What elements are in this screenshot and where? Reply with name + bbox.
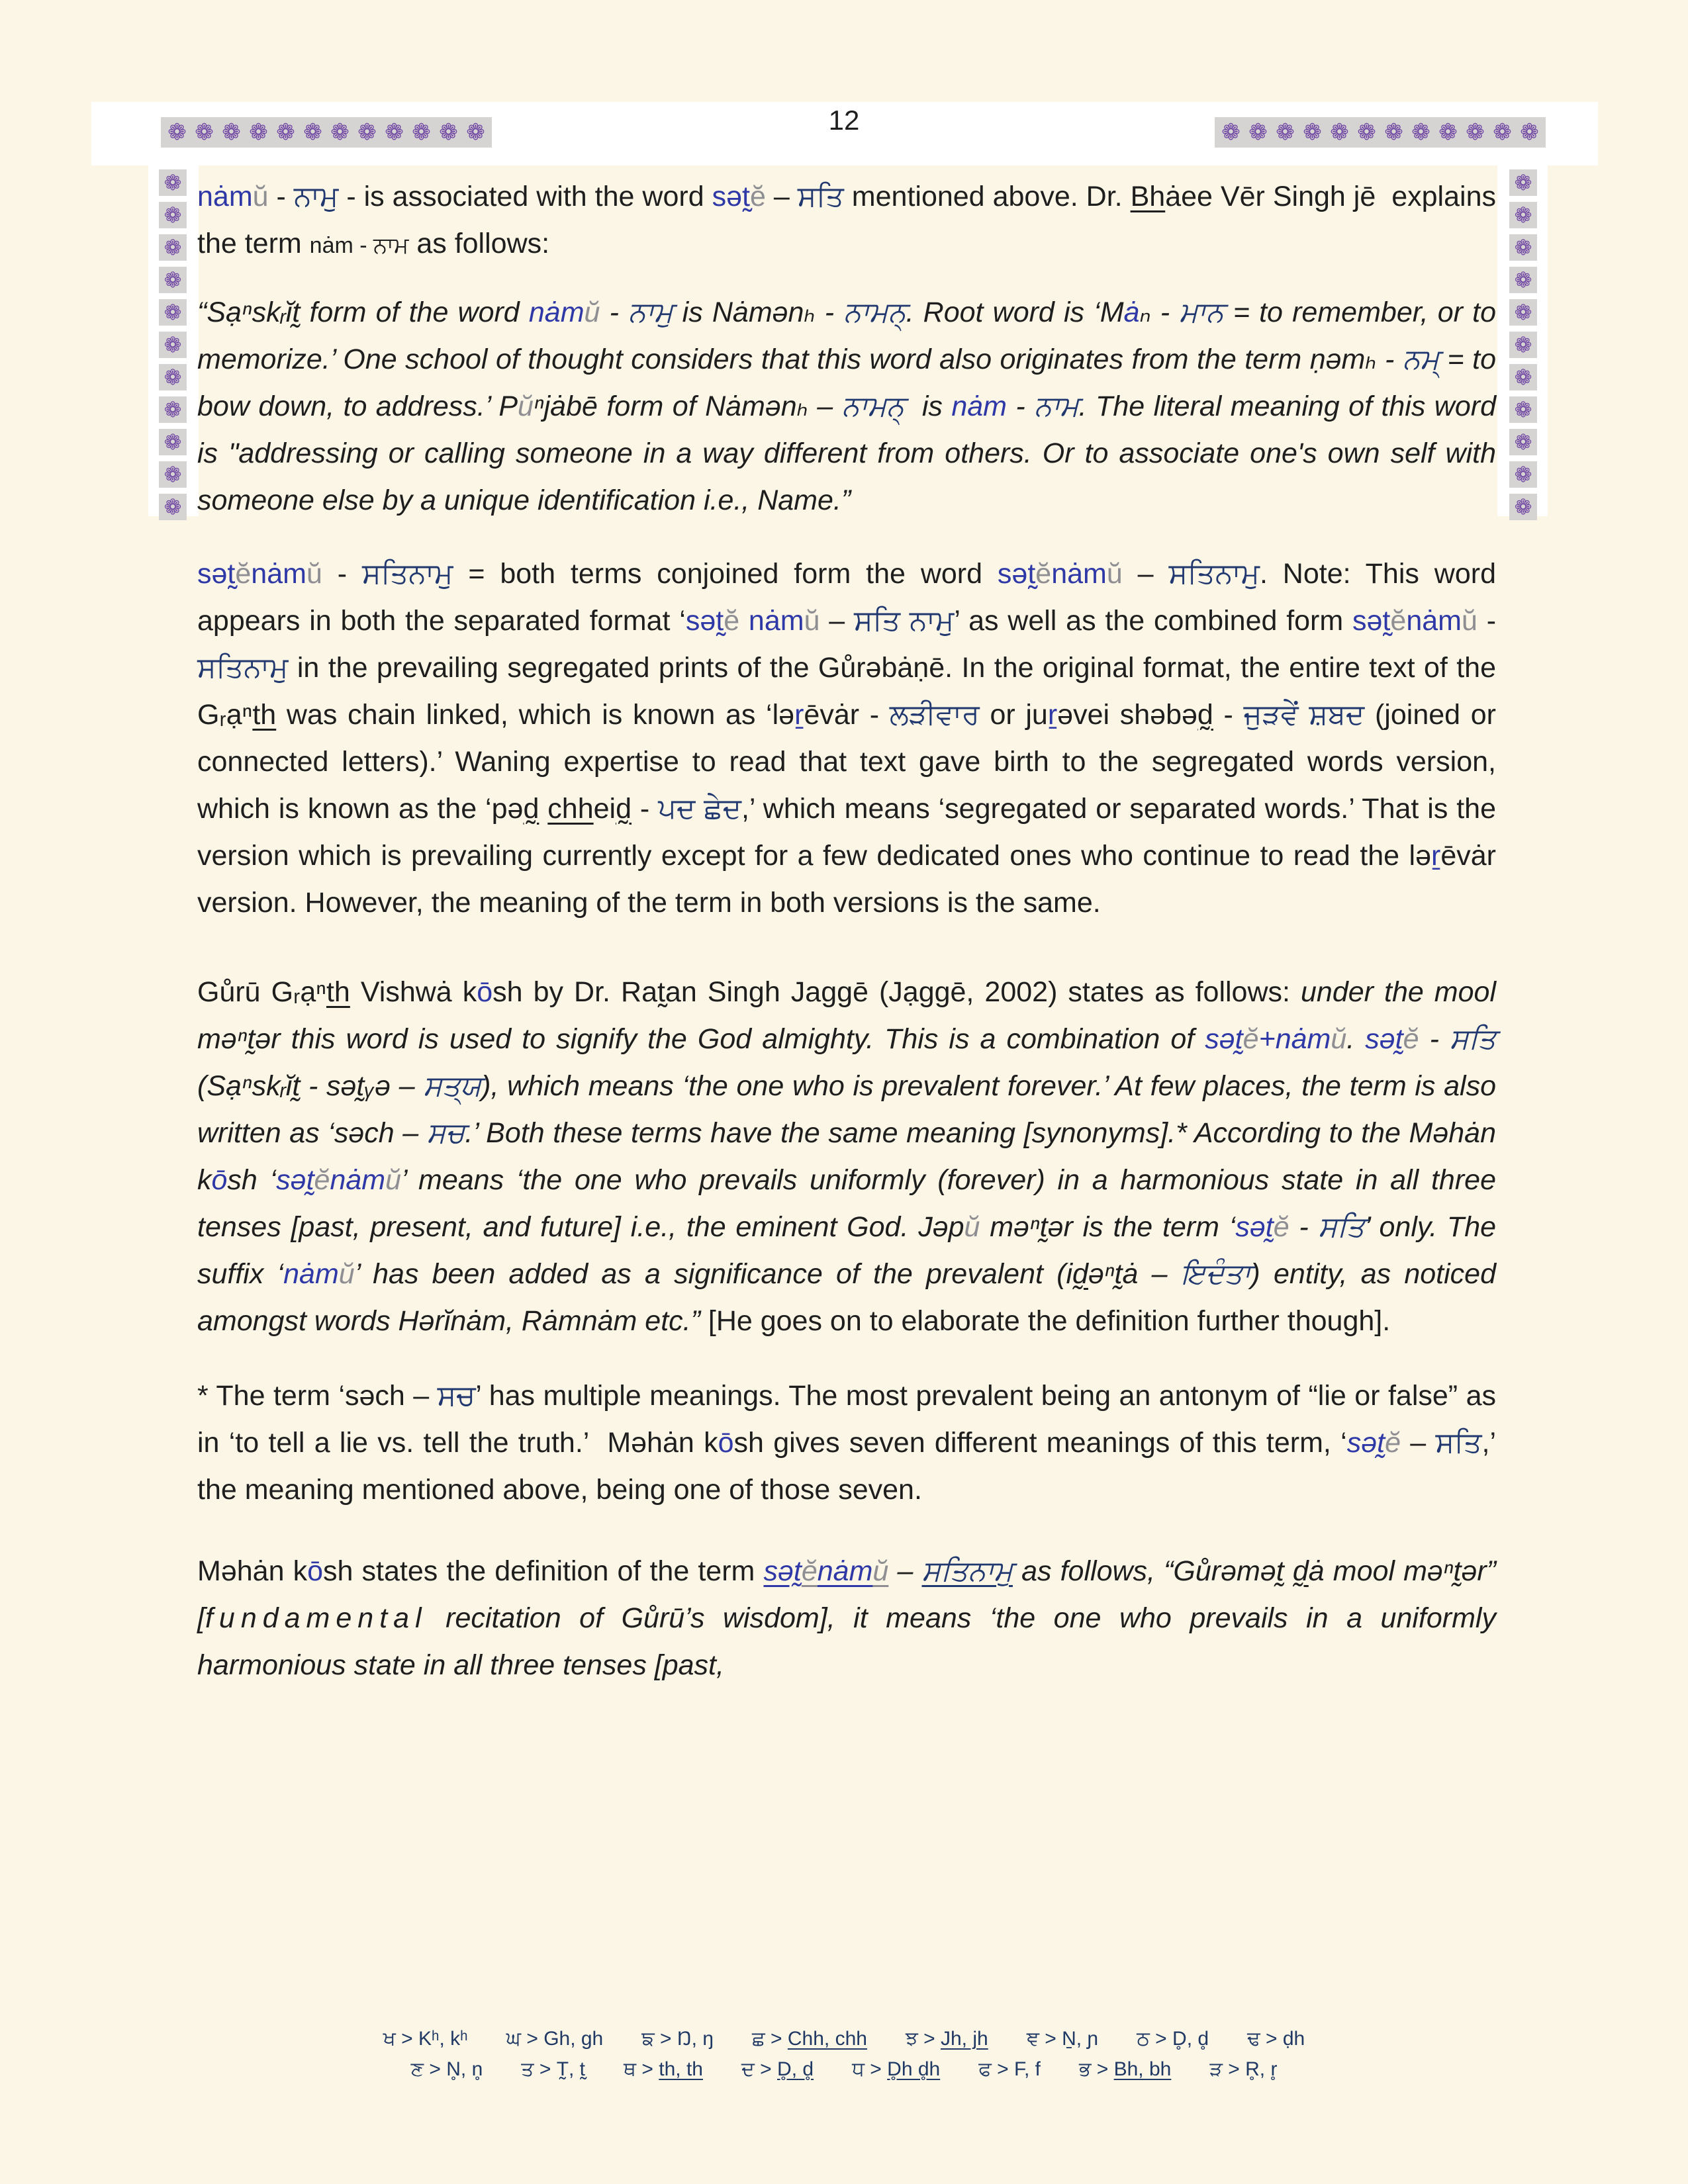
flower-border-top-right (1215, 117, 1546, 148)
flower-icon: ❁ (167, 120, 187, 145)
text-run: sh states the definition of the term (323, 1555, 764, 1587)
text-run: mentioned above. Dr. (843, 181, 1131, 212)
text-run: ĕ (1385, 1427, 1401, 1459)
text-run (539, 793, 547, 825)
text-run: nȧm - (309, 233, 374, 258)
text-run: ਸਤਿ (1449, 1023, 1496, 1055)
text-run: ’ has been added as a significance of the prevalent (i (354, 1258, 1073, 1290)
text-run: chh (547, 793, 594, 825)
text-run: ਸਚ (426, 1117, 465, 1149)
text-run: Jəp (918, 1211, 964, 1243)
gurmukhi-letter: ਝ > (905, 2028, 941, 2050)
translit-key-item (383, 2024, 468, 2054)
translit-key-item (641, 2024, 714, 2054)
flower-icon: ❁ (159, 169, 187, 196)
text-run: ō (718, 1427, 734, 1459)
flower-icon: ❁ (1509, 169, 1537, 196)
text-run: th (252, 699, 277, 731)
latin-transliteration: D̥h d̥h (887, 2058, 941, 2080)
text-run: – (888, 1555, 922, 1587)
flower-icon: ❁ (1509, 396, 1537, 423)
text-run: ṟ (794, 699, 804, 731)
flower-icon: ❁ (1466, 120, 1485, 145)
latin-transliteration: R̥, r̥ (1245, 2058, 1278, 2080)
text-run: nȧm (817, 1555, 873, 1587)
text-run: - (1289, 1211, 1319, 1243)
latin-transliteration: T̰, t̰ (556, 2058, 586, 2080)
flower-icon: ❁ (159, 364, 187, 390)
gurmukhi-letter: ਭ > (1079, 2058, 1114, 2080)
text-run: ਸਚ (437, 1380, 476, 1412)
gurmukhi-letter: ਫ > (978, 2058, 1014, 2080)
text-run: = both terms conjoined form the word (453, 558, 998, 590)
translit-key-item (1027, 2024, 1098, 2054)
text-run: ō (307, 1555, 324, 1587)
translit-key-item (906, 2024, 988, 2054)
text-run: ĕ (1403, 1023, 1419, 1055)
flower-icon: ❁ (303, 120, 322, 145)
text-run: ਲੜੀਵਾਰ (889, 699, 980, 731)
text-run: ĕ (1035, 558, 1052, 590)
flower-icon: ❁ (1438, 120, 1458, 145)
gurmukhi-letter: ਠ > (1137, 2028, 1173, 2050)
gurmukhi-letter: ਢ > (1247, 2028, 1283, 2050)
text-run: nȧm (951, 390, 1007, 422)
text-run: ŭ (872, 1555, 889, 1587)
text-run: ĕ (1273, 1211, 1289, 1243)
text-run: ) entity, as noticed amongst words Hərĭnȧm, Rȧmnȧm etc.” (197, 1258, 1504, 1337)
latin-transliteration: Ṉ, ɲ (1062, 2028, 1099, 2050)
text-run: ŭ (518, 390, 534, 422)
text-run: - (1150, 296, 1180, 328)
flower-icon: ❁ (1509, 364, 1537, 390)
text-run: ਸਤਿ ਨਾਮੁ (854, 605, 955, 637)
text-run: . (1346, 1023, 1366, 1055)
translit-key-item (752, 2024, 867, 2054)
text-run: ਨਾਮੁ (628, 296, 673, 328)
translit-key-item (852, 2054, 940, 2085)
gurmukhi-letter: ਤ > (521, 2058, 557, 2080)
text-run: ĕ (801, 1555, 818, 1587)
text-run: ȧ mool məⁿt̰ər” [ (197, 1555, 1504, 1634)
text-run: ĕ (1243, 1023, 1259, 1055)
text-run: ŭ (385, 1164, 402, 1196)
text-run: sət̰ (997, 558, 1036, 590)
text-run: “Sạⁿskᵣĭt̰ form of the word (197, 296, 529, 328)
text-run: fundamental (205, 1602, 428, 1634)
text-run: nȧm (330, 1164, 386, 1196)
text-run: - (632, 793, 659, 825)
text-run: ਸਤ੍ਯ (423, 1070, 482, 1102)
text-run: sət̰ (712, 181, 750, 212)
text-run: ਮਾਨ (1179, 296, 1224, 328)
text-run: – (820, 605, 855, 637)
text-run: ĕ (749, 181, 766, 212)
text-run: ŭ (1106, 558, 1123, 590)
text-run (739, 605, 749, 637)
flower-icon: ❁ (276, 120, 295, 145)
text-run: Vishwȧ k (350, 976, 477, 1008)
text-run: - (322, 558, 362, 590)
text-run: sət̰ (276, 1164, 314, 1196)
flower-icon: ❁ (1509, 332, 1537, 358)
gurmukhi-letter: ਘ > (506, 2028, 544, 2050)
flower-icon: ❁ (159, 234, 187, 261)
text-run: ĕ (314, 1164, 330, 1196)
translit-key-item (741, 2054, 814, 2085)
text-run: – (765, 181, 798, 212)
flower-icon: ❁ (159, 494, 187, 520)
text-run: ȧee Vēr Singh jē explains the term (197, 181, 1504, 259)
flower-icon: ❁ (249, 120, 268, 145)
text-run: was chain linked, which is known as ‘lə (276, 699, 795, 731)
text-run: ₙ (1139, 296, 1151, 328)
text-run: + (1258, 1023, 1276, 1055)
text-run: d̰ (1292, 1555, 1309, 1587)
text-run: . Note: This word appears in both the separated format ‘ (197, 558, 1504, 637)
text-run: ŭ (252, 181, 269, 212)
flower-icon: ❁ (1411, 120, 1430, 145)
latin-transliteration: D̥, d̥ (1172, 2028, 1209, 2050)
text-run: sət̰ (1352, 605, 1391, 637)
text-run: . Root word is ‘M (906, 296, 1124, 328)
text-run: ŭ (1331, 1023, 1347, 1055)
text-run: Məhȧn k (197, 1555, 308, 1587)
text-run: ĕ (1390, 605, 1407, 637)
flower-icon: ❁ (466, 120, 485, 145)
text-run: th (326, 976, 350, 1008)
translit-key-item (978, 2054, 1041, 2085)
text-run: - (600, 296, 629, 328)
text-run: = to remember, or to memorize.’ One school of thought considers that this word also originates from the term ṇəmₕ - (197, 296, 1504, 375)
gurmukhi-letter: ੜ > (1209, 2058, 1246, 2080)
text-run: d̰ (1072, 1258, 1088, 1290)
flower-icon: ❁ (1330, 120, 1349, 145)
text-run: nȧm (283, 1258, 339, 1290)
latin-transliteration: th, th (659, 2058, 703, 2080)
flower-icon: ❁ (195, 120, 214, 145)
text-run: ਸਤਿ (1318, 1211, 1365, 1243)
flower-icon: ❁ (159, 299, 187, 326)
flower-icon: ❁ (1384, 120, 1403, 145)
latin-transliteration: Gh, gh (543, 2028, 604, 2050)
latin-transliteration: N̥, n̥ (446, 2058, 483, 2080)
text-run: d̰ (616, 793, 632, 825)
text-run: ਨਾਮੁ (293, 181, 339, 212)
text-run: sh by Dr. Rat̰an Singh Jaggē (Jạggē, 2002) states as follows: (492, 976, 1301, 1008)
flower-icon: ❁ (1493, 120, 1512, 145)
paragraph-satenamu-explanation (197, 551, 1504, 927)
text-run: ਸਤਿਨਾਮੁ (197, 652, 289, 684)
text-run: ēvȧr (804, 699, 860, 731)
text-run: as follows: (408, 228, 550, 259)
text-run: [He goes on to elaborate the definition further though]. (700, 1305, 1391, 1337)
text-run: .’ Both these terms have the same meaning [synonyms].* According to the Məhȧn k (197, 1117, 1504, 1196)
latin-transliteration: Kʰ, kʰ (418, 2028, 468, 2050)
latin-transliteration: D̥, d̥ (777, 2058, 814, 2080)
text-run: sət̰ (685, 605, 724, 637)
text-run: “Gůrəmət̰ (1164, 1555, 1293, 1587)
flower-icon: ❁ (1509, 494, 1537, 520)
text-run: nȧm (1275, 1023, 1331, 1055)
text-run: sət̰ (1235, 1211, 1274, 1243)
flower-icon: ❁ (1509, 202, 1537, 228)
paragraph-vishva-kosh-jagge (197, 969, 1504, 1345)
text-run: ਨਾਮਨ੍ (841, 390, 904, 422)
paragraph-namu-intro (197, 173, 1504, 269)
text-run: . The literal meaning of this word is "addressing or calling someone in a way different from others. Or to associate one's own self with someone else by a unique identification i.e., Name.” (197, 390, 1504, 516)
text-run: ŭ (1461, 605, 1477, 637)
text-run: is Nȧmənₕ - (673, 296, 844, 328)
text-run: sh gives seven different meanings of this term, ‘ (733, 1427, 1347, 1459)
translit-key-item (1209, 2054, 1277, 2085)
flower-border-right (1509, 169, 1537, 520)
text-run: or ju (979, 699, 1048, 731)
text-run: d̰ (1197, 699, 1213, 731)
text-run: - (1213, 699, 1244, 731)
text-run: ਸਤਿਨਾਮੁ (921, 1555, 1013, 1587)
text-run: * The term ‘səch – (197, 1380, 438, 1412)
text-run: (Sạⁿskᵣĭt̰ - sət̰ᵧə – (197, 1023, 1504, 1102)
flower-icon: ❁ (385, 120, 404, 145)
text-run: ṟ (1431, 840, 1441, 872)
flower-icon: ❁ (1303, 120, 1322, 145)
gurmukhi-letter: ਛ > (751, 2028, 788, 2050)
translit-key-item (521, 2054, 585, 2085)
text-run: ’ only. The suffix ‘ (197, 1211, 1504, 1290)
gurmukhi-letter: ਙ > (641, 2028, 677, 2050)
text-run: ’ means ‘the one who prevails uniformly (forever) in a harmonious state in all three tenses [past, present, and future] i.e., the eminent God. (197, 1164, 1504, 1243)
text-run: - (1007, 390, 1035, 422)
text-run: ਨਮ੍ (1402, 343, 1440, 375)
gurmukhi-letter: ਥ > (624, 2058, 659, 2080)
translit-key-item (411, 2054, 483, 2085)
text-run: Gůrū Gᵣạⁿ (197, 976, 326, 1008)
flower-icon: ❁ (159, 267, 187, 293)
text-run: - (1477, 605, 1504, 637)
flower-border-top-left (161, 117, 492, 148)
text-run: nȧm (251, 558, 306, 590)
flower-icon: ❁ (222, 120, 241, 145)
flower-icon: ❁ (1276, 120, 1295, 145)
text-run: ō (211, 1164, 228, 1196)
translit-key-item (1079, 2054, 1171, 2085)
text-run: ,’ the meaning mentioned above, being one of those seven. (197, 1427, 1504, 1506)
text-run: sət̰ (1205, 1023, 1243, 1055)
gurmukhi-letter: ਣ > (410, 2058, 447, 2080)
text-run: ĕ (235, 558, 252, 590)
latin-transliteration: Chh, chh (787, 2028, 867, 2050)
text-run: as follows, (1012, 1555, 1164, 1587)
text-run: - is associated with the word (338, 181, 712, 212)
latin-transliteration: Jh, jh (941, 2028, 988, 2050)
flower-icon: ❁ (159, 396, 187, 423)
text-run: sət̰ (763, 1555, 802, 1587)
text-run: ਸਤਿ (1435, 1427, 1482, 1459)
flower-icon: ❁ (412, 120, 431, 145)
flower-icon: ❁ (159, 429, 187, 455)
flower-icon: ❁ (1509, 429, 1537, 455)
text-run: əⁿt̰ȧ – (1088, 1258, 1181, 1290)
flower-icon: ❁ (1357, 120, 1376, 145)
translit-key-item (1247, 2024, 1305, 2054)
text-run: ȧ (1123, 296, 1140, 328)
text-run: – (1122, 558, 1169, 590)
text-run: sh ‘ (227, 1164, 277, 1196)
translit-key-row-1 (0, 2024, 1688, 2054)
gurmukhi-letter: ਖ > (383, 2028, 418, 2050)
text-run: d̰ (523, 793, 539, 825)
translit-key-item (506, 2024, 604, 2054)
text-run: ŭ (804, 605, 820, 637)
text-run: ō (477, 976, 493, 1008)
text-run: recitation of Gůrū’s wisdom], it means ‘the one who prevails in a uniformly harmonious state in all three tenses [past, (197, 1602, 1504, 1681)
text-run: ਇਦੰਤਾ (1180, 1258, 1251, 1290)
text-run: ēvȧr version. However, the meaning of the term in both versions is the same. (197, 840, 1504, 919)
flower-icon: ❁ (1509, 234, 1537, 261)
text-run: sət̰ (197, 558, 236, 590)
flower-icon: ❁ (357, 120, 377, 145)
text-run: ਨਾਮ (373, 233, 409, 258)
text-run: ŭ (964, 1211, 980, 1243)
text-run: nȧm (748, 605, 804, 637)
text-run: ਜੁੜਵੇਂ ਸ਼ਬਦ (1243, 699, 1365, 731)
page-number: 12 (828, 105, 860, 136)
text-run: (joined or connected letters).’ Waning expertise to read that text gave birth to the segregated words version, which is known as the ‘pə (197, 699, 1504, 825)
text-run: – (1400, 1427, 1436, 1459)
text-run: ), which means ‘the one who is prevalent forever.’ At few places, the term is also written as ‘səch – (197, 1070, 1504, 1149)
text-run: ei (593, 793, 616, 825)
text-run: is (904, 390, 952, 422)
text-run: ’ as well as the combined form (954, 605, 1353, 637)
paragraph-bhai-vir-singh-quote (197, 289, 1504, 524)
text-run: sət̰ (1346, 1427, 1385, 1459)
translit-key-item (1137, 2024, 1209, 2054)
text-run: = to bow down, to address.’ P (197, 343, 1504, 422)
text-run: ਸਤਿ (797, 181, 844, 212)
translit-key-item (624, 2054, 703, 2085)
flower-icon: ❁ (1221, 120, 1241, 145)
text-run: ਸਤਿਨਾਮੁ (1168, 558, 1260, 590)
text-run: in the prevailing segregated prints of the Gůrəbȧṇē. In the original format, the entire text of the Gᵣạⁿ (197, 652, 1504, 731)
flower-icon: ❁ (1509, 267, 1537, 293)
text-run: ŭ (306, 558, 322, 590)
text-run: - (1419, 1023, 1450, 1055)
transliteration-key (0, 2024, 1688, 2085)
latin-transliteration: Bh, bh (1113, 2058, 1172, 2080)
flower-icon: ❁ (1509, 461, 1537, 488)
flower-border-left (159, 169, 187, 520)
gurmukhi-letter: ਞ > (1026, 2028, 1062, 2050)
text-run: əvei shəbə (1057, 699, 1197, 731)
flower-icon: ❁ (159, 202, 187, 228)
translit-key-row-2 (0, 2054, 1688, 2085)
flower-icon: ❁ (1520, 120, 1539, 145)
text-run: ŭ (584, 296, 600, 328)
text-run: ਨਾਮ (1034, 390, 1079, 422)
text-run: ’ has multiple meanings. The most prevalent being an antonym of “lie or false” as in ‘to tell a lie vs. tell the truth.’ Məhȧn k (197, 1380, 1504, 1459)
flower-icon: ❁ (159, 461, 187, 488)
text-run: - (859, 699, 890, 731)
latin-transliteration: ḍh (1282, 2028, 1305, 2050)
text-run: ,’ which means ‘segregated or separated words.’ That is the version which is prevailing currently except for a few dedicated ones who continue to read the lə (197, 793, 1504, 872)
text-run: ṟ (1047, 699, 1058, 731)
paragraph-mahan-kosh-definition (197, 1548, 1504, 1689)
text-run: Bh (1130, 181, 1166, 212)
text-run: məⁿt̰ər is the term ‘ (980, 1211, 1236, 1243)
gurmukhi-letter: ਧ > (852, 2058, 888, 2080)
flower-icon: ❁ (159, 332, 187, 358)
gurmukhi-letter: ਦ > (741, 2058, 778, 2080)
text-run: nȧm (1406, 605, 1462, 637)
text-run: - (268, 181, 294, 212)
text-run: ⁿjȧbē form of Nȧmənₕ – (533, 390, 842, 422)
latin-transliteration: F, f (1014, 2058, 1041, 2080)
text-run: ŭ (338, 1258, 355, 1290)
text-run: sət̰ (1365, 1023, 1403, 1055)
text-run: nȧm (1051, 558, 1107, 590)
flower-icon: ❁ (330, 120, 350, 145)
flower-icon: ❁ (439, 120, 458, 145)
text-run: ਨਾਮਨ੍ (843, 296, 906, 328)
content (197, 173, 1504, 1689)
text-run: nȧm (197, 181, 253, 212)
text-run: ਸਤਿਨਾਮੁ (361, 558, 453, 590)
text-run: ĕ (724, 605, 740, 637)
text-run: nȧm (528, 296, 585, 328)
text-run: ਪਦ ਛੇਦ (658, 793, 741, 825)
flower-icon: ❁ (1509, 299, 1537, 326)
latin-transliteration: Ŋ, ŋ (677, 2028, 714, 2050)
paragraph-sach-footnote (197, 1373, 1504, 1514)
flower-icon: ❁ (1248, 120, 1268, 145)
text-run: under the mool məⁿt̰ər this word is used to signify the God almighty. This is a combination of (197, 976, 1504, 1055)
